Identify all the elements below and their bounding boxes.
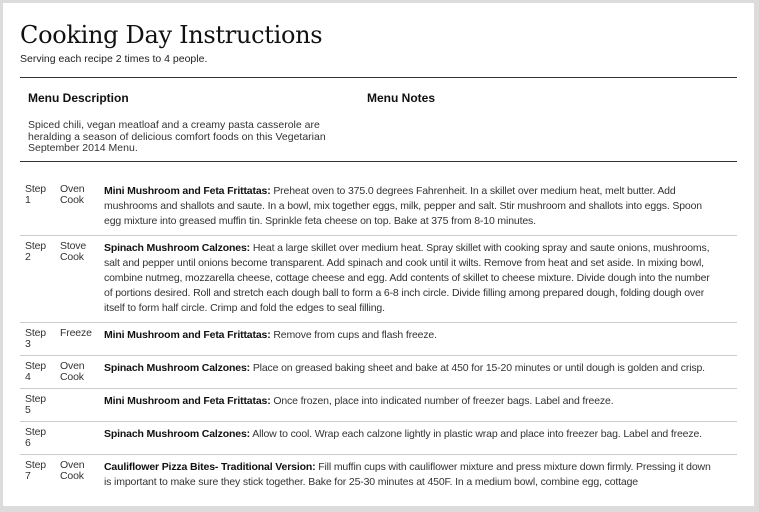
step-instruction <box>104 427 719 448</box>
instruction-text: Fill muffin cups with cauliflower mixture and press mixture down firmly. Pressing it down is important to make sure they stick together. Bake for 25-30 minutes at 450F. In a medium bowl, combine egg, cottage <box>104 461 711 488</box>
step-instruction <box>104 361 719 382</box>
menu-notes-heading: Menu Notes <box>367 91 436 105</box>
divider <box>20 77 737 78</box>
step-number <box>20 460 60 490</box>
step-label: Step <box>25 393 46 405</box>
step-num: 1 <box>25 193 31 206</box>
step-type: Freeze <box>60 327 92 339</box>
menu-description: Spiced chili, vegan meatloaf and a creamy pasta casserole are heralding a season of delicious comfort foods on this Vegetarian September 2014 Menu. <box>28 119 326 154</box>
step-instruction <box>104 460 719 490</box>
step-number <box>20 394 60 415</box>
step-number <box>20 328 60 349</box>
step-label: Step <box>25 426 46 438</box>
step-number <box>20 241 60 316</box>
recipe-name: Spinach Mushroom Calzones: <box>104 242 251 254</box>
step-label: Step <box>25 327 46 339</box>
instruction-text: Remove from cups and flash freeze. <box>270 329 437 341</box>
step-type: Oven Cook <box>60 183 85 206</box>
step-number <box>20 427 60 448</box>
step-row <box>20 236 737 323</box>
step-row <box>20 389 737 422</box>
step-label: Step <box>25 360 46 372</box>
step-number <box>20 361 60 382</box>
document-page <box>3 3 754 506</box>
recipe-name: Mini Mushroom and Feta Frittatas: <box>104 185 271 197</box>
recipe-name: Mini Mushroom and Feta Frittatas: <box>104 329 271 341</box>
step-type: Oven Cook <box>60 360 85 383</box>
step-label: Step <box>25 459 46 471</box>
step-row <box>20 455 737 496</box>
step-num: 3 <box>25 337 31 350</box>
instruction-text: Place on greased baking sheet and bake at 450 for 15-20 minutes or until dough is golden and crisp. <box>250 362 705 374</box>
instruction-text: Heat a large skillet over medium heat. Spray skillet with cooking spray and saute onions, mushrooms, salt and pepper until onions become transparent. Add spinach and cook until it wilts. Remove from heat and set aside. In mixing bowl, combine nutmeg, mozzarella cheese, cottage cheese and egg. Add contents of skillet to cheese mixture. Divide dough into the number of portions desired. Roll and stretch each dough ball to form a 6-8 inch circle. Divide filling among prepared dough, folding dough over itself to form half circle. Crimp and fold the edges to seal filling. <box>104 242 710 314</box>
step-num: 5 <box>25 403 31 416</box>
step-type <box>60 427 104 448</box>
page-subtitle: Serving each recipe 2 times to 4 people. <box>20 53 208 65</box>
step-row <box>20 323 737 356</box>
step-num: 7 <box>25 469 31 482</box>
step-num: 6 <box>25 436 31 449</box>
step-instruction <box>104 394 719 415</box>
step-instruction <box>104 184 719 229</box>
step-row <box>20 179 737 236</box>
instruction-text: Once frozen, place into indicated number of freezer bags. Label and freeze. <box>270 395 614 407</box>
recipe-name: Spinach Mushroom Calzones: <box>104 362 251 374</box>
step-type: Stove Cook <box>60 240 87 263</box>
step-label: Step <box>25 183 46 195</box>
menu-description-heading: Menu Description <box>28 91 129 105</box>
page-title: Cooking Day Instructions <box>20 21 323 49</box>
divider <box>20 161 737 162</box>
step-instruction <box>104 328 719 349</box>
step-row <box>20 422 737 455</box>
step-type: Oven Cook <box>60 459 85 482</box>
recipe-name: Mini Mushroom and Feta Frittatas: <box>104 395 271 407</box>
instruction-text: Preheat oven to 375.0 degrees Fahrenheit. In a skillet over medium heat, melt butter. Add mushrooms and shallots and saute. In a bowl, mix together eggs, milk, pepper and salt. Stir mushroom and shallots into eggs. Spoon egg mixture into greased muffin tin. Sprinkle feta cheese on top. Bake at 375 from 8-10 minutes. <box>104 185 703 227</box>
step-number <box>20 184 60 229</box>
recipe-name: Cauliflower Pizza Bites- Traditional Version: <box>104 461 316 473</box>
steps-table <box>20 179 737 496</box>
step-row <box>20 356 737 389</box>
step-num: 4 <box>25 370 31 383</box>
step-type <box>60 394 104 415</box>
instruction-text: Allow to cool. Wrap each calzone lightly in plastic wrap and place into freezer bag. Label and freeze. <box>250 428 702 440</box>
step-label: Step <box>25 240 46 252</box>
recipe-name: Spinach Mushroom Calzones: <box>104 428 251 440</box>
step-instruction <box>104 241 719 316</box>
step-num: 2 <box>25 250 31 263</box>
